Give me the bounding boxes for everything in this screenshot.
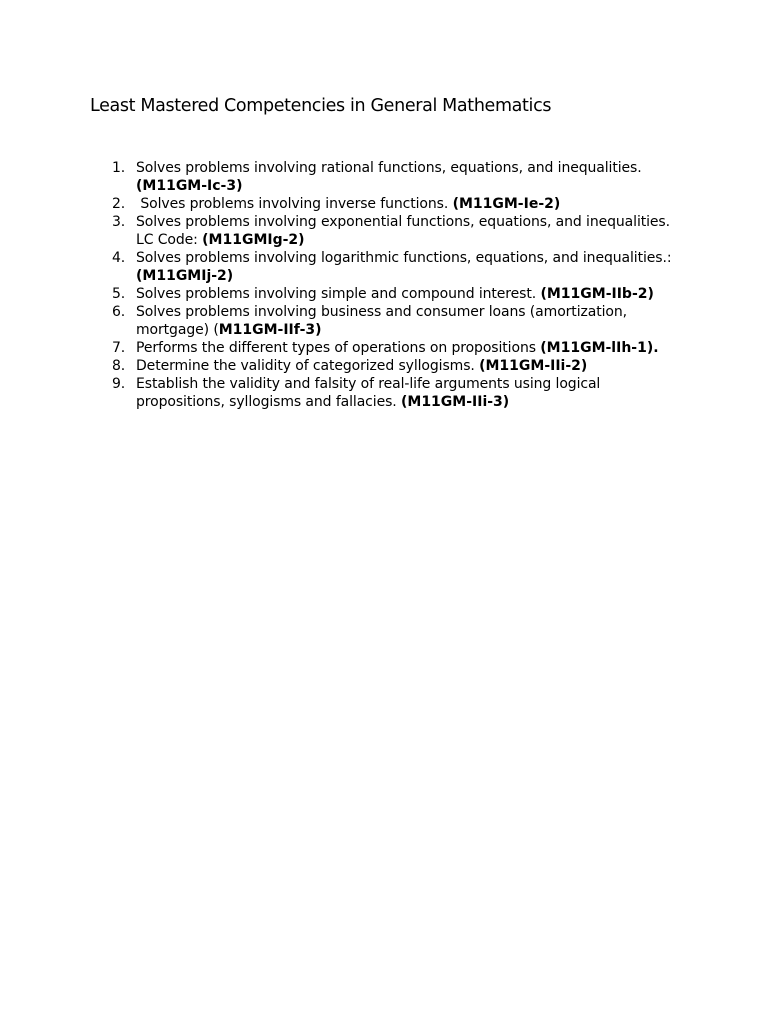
list-item-text: Determine the validity of categorized syllogisms.	[136, 358, 480, 374]
list-item-text: Solves problems involving rational functions, equations, and inequalities.	[136, 160, 642, 176]
competency-code: (M11GMIj-2)	[136, 268, 234, 284]
competency-code: (M11GM-Ie-2)	[452, 196, 561, 212]
document-title: Least Mastered Competencies in General Mathematics	[90, 96, 552, 116]
list-item	[90, 339, 690, 357]
list-item-text: Solves problems involving business and consumer loans (amortization, mortgage) (	[136, 304, 627, 338]
competency-code: (M11GM-lIh-1).	[540, 340, 659, 356]
list-item	[90, 195, 690, 213]
list-item-number: 7.	[112, 340, 126, 356]
list-item-text: Establish the validity and falsity of real-life arguments using logical propositions, syllogisms and fallacies.	[136, 376, 601, 410]
list-item-number: 2.	[112, 196, 126, 212]
competency-code: (M11GMIg-2)	[202, 232, 305, 248]
list-item-number: 1.	[112, 160, 126, 176]
competency-code: (M11GM-IIb-2)	[540, 286, 654, 302]
list-item	[90, 357, 690, 375]
list-item-text: Solves problems involving exponential functions, equations, and inequalities. LC Code:	[136, 214, 670, 248]
list-item	[90, 249, 690, 285]
list-item-text: Solves problems involving simple and compound interest.	[136, 286, 541, 302]
list-item-text: Performs the different types of operations on propositions	[136, 340, 541, 356]
list-item-number: 3.	[112, 214, 126, 230]
competency-code: (M11GM-IIi-3)	[400, 394, 510, 410]
competency-code: (M11GM-IIi-2)	[479, 358, 588, 374]
list-item-number: 9.	[112, 376, 126, 392]
competency-code: (M11GM-Ic-3)	[136, 178, 243, 194]
list-item	[90, 213, 690, 249]
list-item	[90, 285, 690, 303]
list-item-number: 5.	[112, 286, 126, 302]
list-item	[90, 303, 690, 339]
list-item-text: Solves problems involving logarithmic functions, equations, and inequalities.:	[136, 250, 672, 266]
list-item-number: 8.	[112, 358, 126, 374]
list-item-number: 4.	[112, 250, 126, 266]
competency-code: M11GM-IIf-3)	[218, 322, 322, 338]
list-item-text: Solves problems involving inverse functions.	[136, 196, 453, 212]
competency-list	[90, 159, 690, 411]
list-item	[90, 375, 690, 411]
list-item	[90, 159, 690, 195]
list-item-number: 6.	[112, 304, 126, 320]
